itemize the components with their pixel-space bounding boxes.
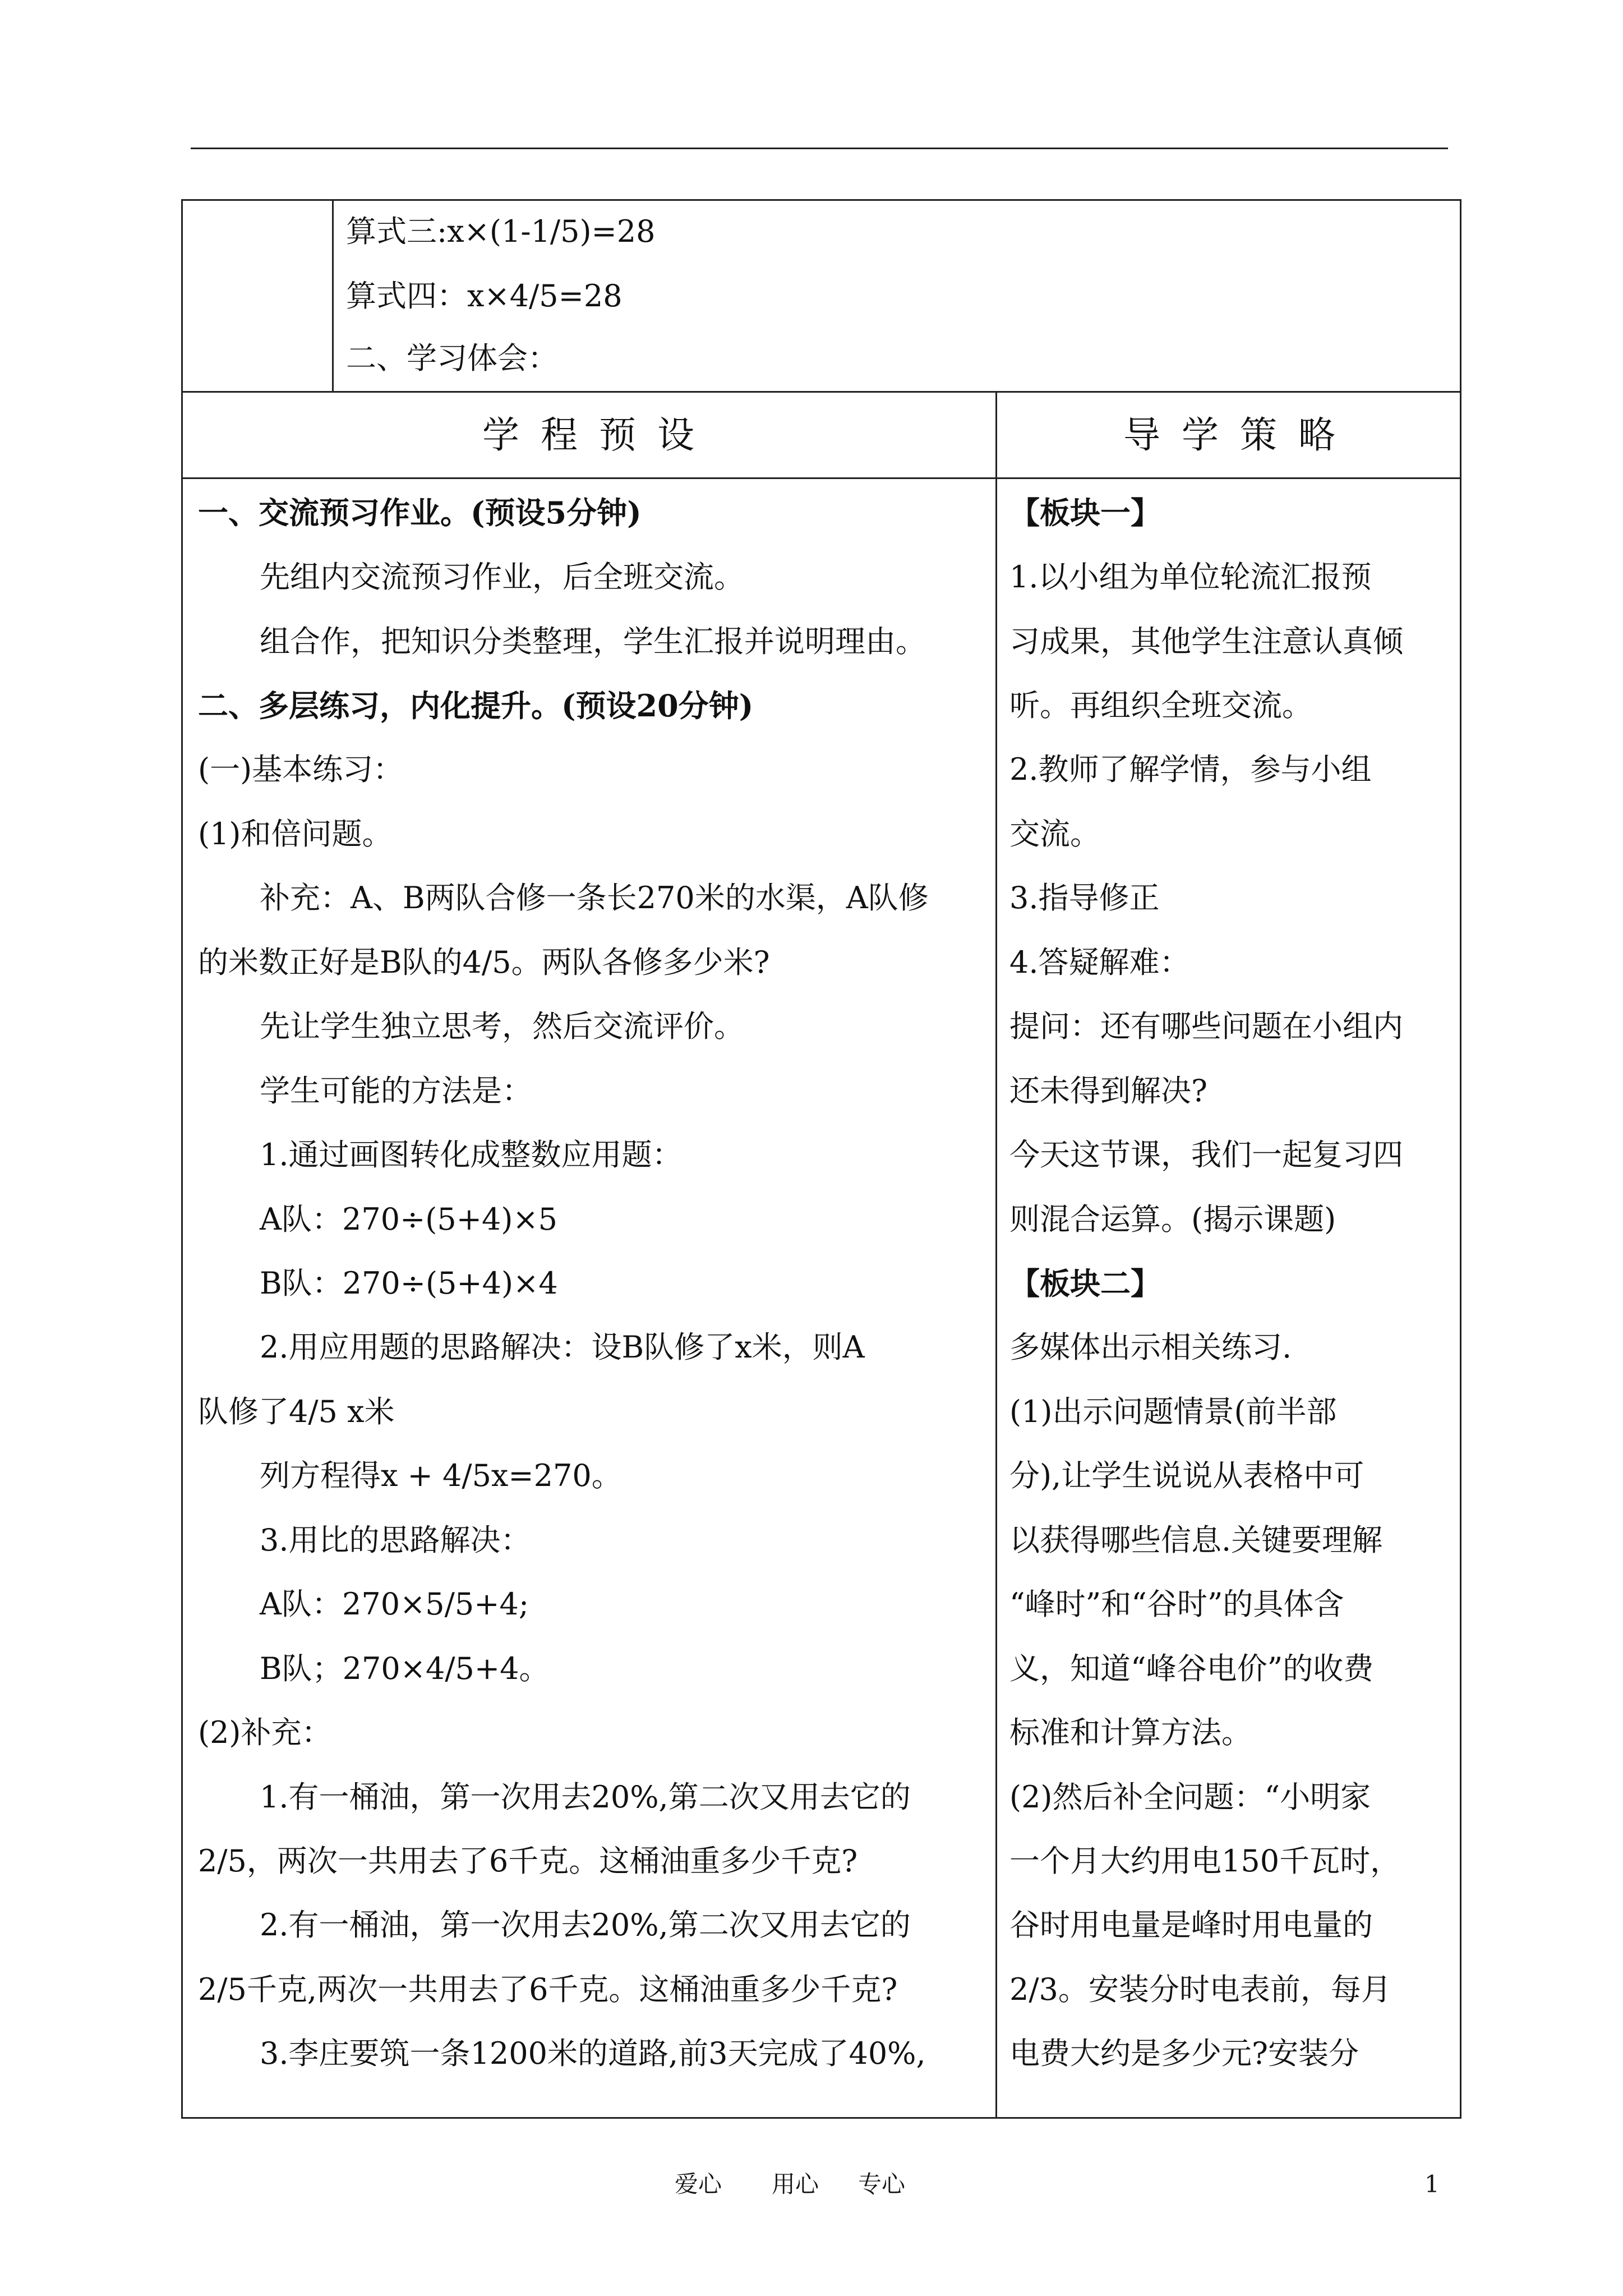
header-row-bottom-border bbox=[181, 477, 1461, 479]
right-line: 还未得到解决? bbox=[1009, 1073, 1207, 1108]
left-line: 一、交流预习作业。(预设5分钟) bbox=[198, 495, 642, 531]
left-line: 2/5千克,两次一共用去了6千克。这桶油重多少千克? bbox=[198, 1972, 898, 2007]
right-line: 谷时用电量是峰时用电量的 bbox=[1009, 1907, 1373, 1943]
left-line: 列方程得x + 4/5x=270。 bbox=[260, 1458, 622, 1493]
right-line: 【板块一】 bbox=[1009, 495, 1161, 531]
right-line: 习成果，其他学生注意认真倾 bbox=[1009, 624, 1403, 659]
right-line: (2)然后补全问题：“小明家 bbox=[1009, 1779, 1371, 1815]
left-line: 3.李庄要筑一条1200米的道路,前3天完成了40%, bbox=[260, 2036, 926, 2071]
left-line: 二、多层练习，内化提升。(预设20分钟) bbox=[198, 688, 754, 724]
right-line: 2.教师了解学情，参与小组 bbox=[1009, 752, 1372, 787]
left-line: A队：270×5/5+4; bbox=[260, 1586, 529, 1622]
right-line: 提问：还有哪些问题在小组内 bbox=[1009, 1009, 1403, 1044]
column-divider bbox=[995, 391, 997, 2119]
left-line: A队：270÷(5+4)×5 bbox=[260, 1202, 558, 1237]
left-line: B队：270÷(5+4)×4 bbox=[260, 1266, 558, 1301]
footer-motto-care: 用心 bbox=[772, 2170, 819, 2198]
right-line: 【板块二】 bbox=[1009, 1266, 1161, 1301]
learning-reflection-heading: 二、学习体会： bbox=[346, 341, 558, 376]
right-line: 交流。 bbox=[1009, 816, 1100, 852]
top-section-divider bbox=[332, 199, 334, 392]
left-line: 先让学生独立思考，然后交流评价。 bbox=[260, 1009, 744, 1044]
left-line: (一)基本练习： bbox=[198, 752, 404, 787]
left-line: 2/5，两次一共用去了6千克。这桶油重多少千克? bbox=[198, 1843, 858, 1879]
left-line: 的米数正好是B队的4/5。两队各修多少米? bbox=[198, 945, 770, 980]
left-line: 学生可能的方法是： bbox=[260, 1073, 532, 1108]
right-line: 2/3。安装分时电表前，每月 bbox=[1009, 1972, 1391, 2007]
right-line: 一个月大约用电150千瓦时， bbox=[1009, 1843, 1401, 1879]
top-section-bottom-border bbox=[181, 391, 1461, 393]
left-line: 2.有一桶油，第一次用去20%,第二次又用去它的 bbox=[260, 1907, 911, 1943]
page-number: 1 bbox=[1424, 2170, 1440, 2198]
right-line: 听。再组织全班交流。 bbox=[1009, 688, 1312, 723]
header-rule bbox=[191, 148, 1448, 149]
left-line: B队；270×4/5+4。 bbox=[260, 1651, 550, 1686]
footer-motto-focus: 专心 bbox=[858, 2170, 906, 2198]
right-line: 以获得哪些信息.关键要理解 bbox=[1009, 1522, 1383, 1558]
right-line: 则混合运算。(揭示课题) bbox=[1009, 1202, 1336, 1237]
left-line: (2)补充： bbox=[198, 1715, 332, 1750]
right-line: 多媒体出示相关练习. bbox=[1009, 1329, 1292, 1365]
right-line: 标准和计算方法。 bbox=[1009, 1715, 1252, 1750]
right-line: 今天这节课，我们一起复习四 bbox=[1009, 1137, 1403, 1172]
header-teaching-strategy: 导学策略 bbox=[1123, 413, 1357, 457]
header-learning-preset: 学程预设 bbox=[482, 413, 716, 457]
left-line: 3.用比的思路解决： bbox=[260, 1522, 531, 1558]
left-line: 1.有一桶油，第一次用去20%,第二次又用去它的 bbox=[260, 1779, 911, 1815]
formula-four: 算式四：x×4/5=28 bbox=[346, 278, 623, 314]
left-line: 组合作，把知识分类整理，学生汇报并说明理由。 bbox=[260, 624, 926, 659]
right-line: “峰时”和“谷时”的具体含 bbox=[1009, 1586, 1344, 1622]
right-line: 分),让学生说说从表格中可 bbox=[1009, 1458, 1364, 1493]
formula-three: 算式三:x×(1-1/5)=28 bbox=[346, 214, 656, 249]
right-line: 1.以小组为单位轮流汇报预 bbox=[1009, 559, 1372, 595]
left-line: 队修了4/5 x米 bbox=[198, 1394, 395, 1429]
right-line: (1)出示问题情景(前半部 bbox=[1009, 1394, 1337, 1429]
left-line: 1.通过画图转化成整数应用题： bbox=[260, 1137, 683, 1172]
right-line: 3.指导修正 bbox=[1009, 880, 1160, 915]
footer-motto-love: 爱心 bbox=[675, 2170, 722, 2198]
left-line: 2.用应用题的思路解决：设B队修了x米，则A bbox=[260, 1329, 865, 1365]
right-line: 义，知道“峰谷电价”的收费 bbox=[1009, 1651, 1374, 1686]
left-line: (1)和倍问题。 bbox=[198, 816, 393, 852]
left-line: 先组内交流预习作业，后全班交流。 bbox=[260, 559, 744, 595]
left-line: 补充：A、B两队合修一条长270米的水渠，A队修 bbox=[260, 880, 929, 915]
right-line: 电费大约是多少元?安装分 bbox=[1009, 2036, 1359, 2071]
right-line: 4.答疑解难： bbox=[1009, 945, 1190, 980]
